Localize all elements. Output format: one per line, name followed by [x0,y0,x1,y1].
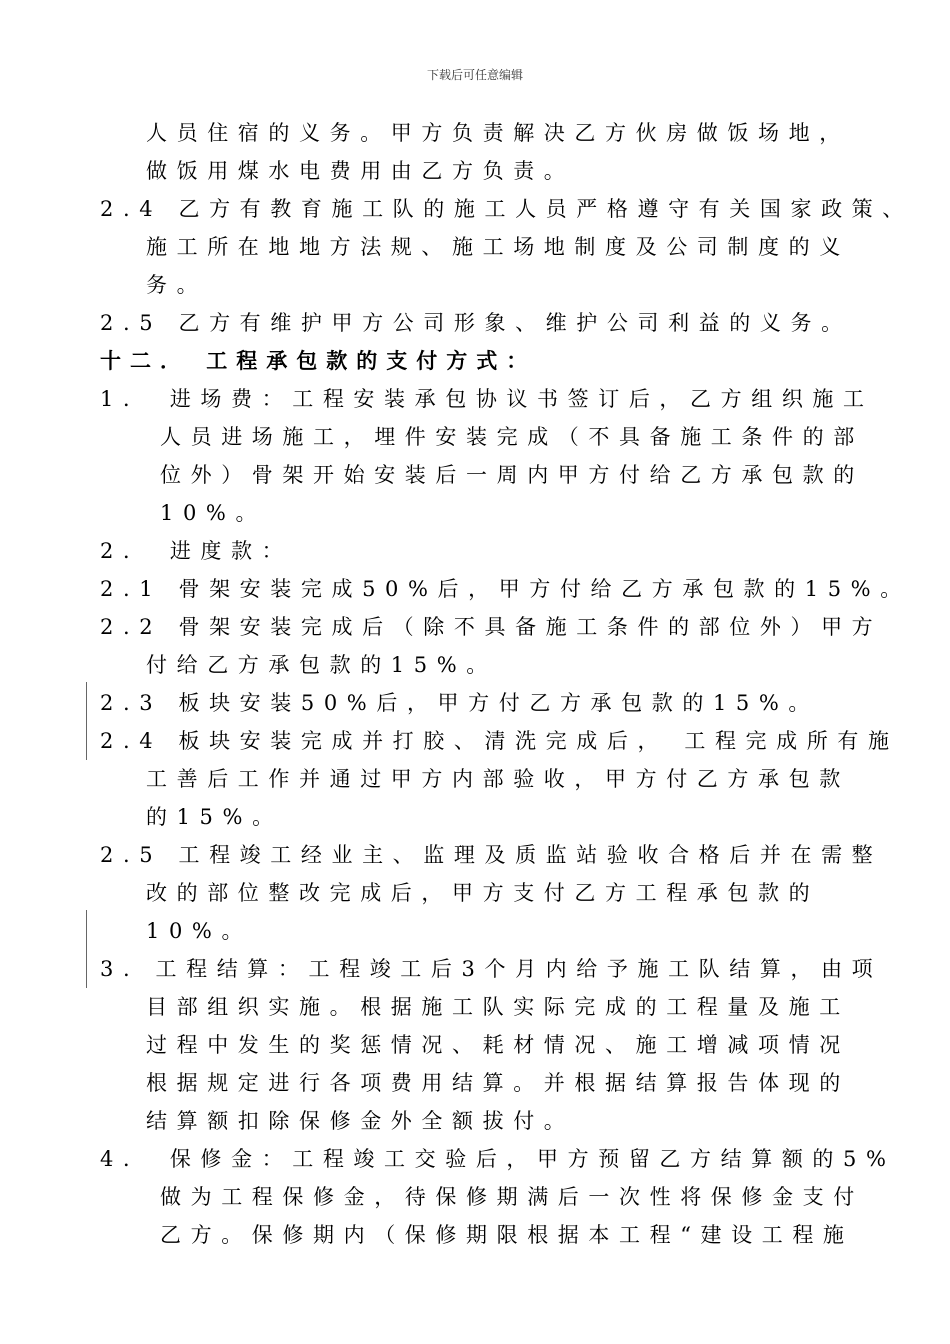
text-line: 位外）骨架开始安装后一周内甲方付给乙方承包款的 [160,463,864,487]
page-header: 下载后可任意编辑 [426,68,523,82]
text-line: 2.4 板块安装完成并打胶、清洗完成后， 工程完成所有施 [100,729,899,753]
text-line: 做饭用煤水电费用由乙方负责。 [146,159,575,183]
text-line: 10%。 [160,501,267,525]
text-line: 乙方。保修期内（保修期限根据本工程“建设工程施 [160,1223,854,1247]
text-line: 的15%。 [146,805,283,829]
text-line: 2.4 乙方有教育施工队的施工人员严格遵守有关国家政策、 [100,197,913,221]
text-line: 1． 进场费：工程安装承包协议书签订后，乙方组织施工 [100,387,874,411]
text-line: 根据规定进行各项费用结算。并根据结算报告体现的 [146,1071,850,1095]
text-line: 过程中发生的奖惩情况、耗材情况、施工增减项情况 [146,1033,850,1057]
text-line: 2.3 板块安装50%后，甲方付乙方承包款的15%。 [100,691,820,715]
section-heading: 十二． 工程承包款的支付方式： [100,348,537,373]
text-line: 2． 进度款： [100,539,293,563]
text-line: 工善后工作并通过甲方内部验收，甲方付乙方承包款 [146,767,850,791]
text-line: 10%。 [146,919,253,943]
text-line: 2.1 骨架安装完成50%后，甲方付给乙方承包款的15%。 [100,577,911,601]
text-line: 施工所在地地方法规、施工场地制度及公司制度的义 [146,235,850,259]
text-line: 结算额扣除保修金外全额拔付。 [146,1109,575,1133]
text-line: 务。 [146,273,208,297]
margin-change-bar [86,682,87,760]
text-line: 4． 保修金：工程竣工交验后，甲方预留乙方结算额的5% [100,1147,896,1171]
text-line: 3. 工程结算：工程竣工后3个月内给予施工队结算，由项 [100,957,883,981]
text-line: 人员进场施工，埋件安装完成（不具备施工条件的部 [160,425,864,449]
text-line: 改的部位整改完成后，甲方支付乙方工程承包款的 [146,881,820,905]
text-line: 2.5 工程竣工经业主、监理及质监站验收合格后并在需整 [100,843,883,867]
text-line: 付给乙方承包款的15%。 [146,653,497,677]
margin-change-bar [86,910,87,988]
text-line: 人员住宿的义务。甲方负责解决乙方伙房做饭场地， [146,121,850,145]
text-line: 2.5 乙方有维护甲方公司形象、维护公司利益的义务。 [100,311,852,335]
text-line: 2.2 骨架安装完成后（除不具备施工条件的部位外）甲方 [100,615,883,639]
text-line: 目部组织实施。根据施工队实际完成的工程量及施工 [146,995,850,1019]
text-line: 做为工程保修金，待保修期满后一次性将保修金支付 [160,1185,864,1209]
